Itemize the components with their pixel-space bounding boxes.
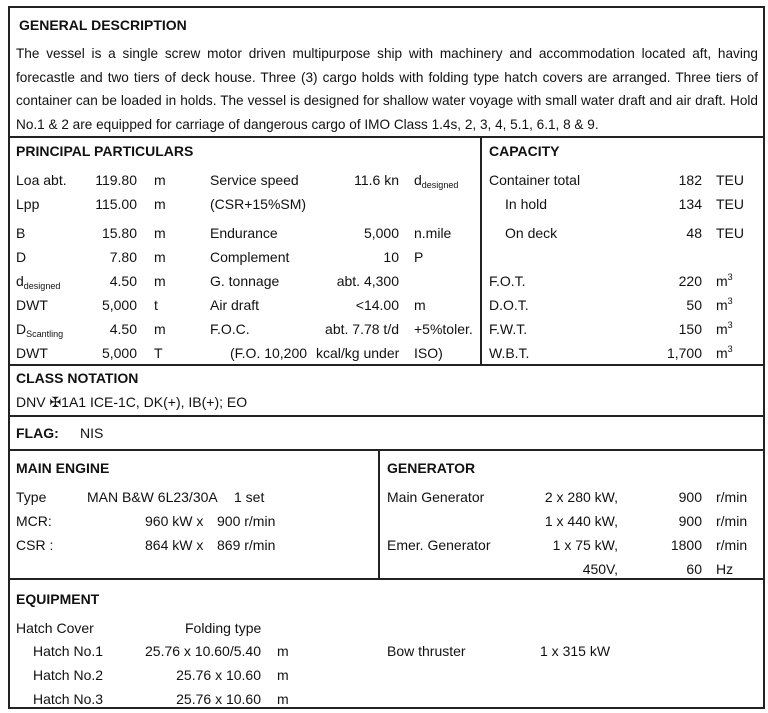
gen-main-b: 1 x 440 kW, bbox=[544, 513, 618, 529]
gt-label: G. tonnage bbox=[210, 273, 280, 289]
lpp-value: 115.00 bbox=[95, 196, 137, 212]
capacity-row-label: Container total bbox=[489, 172, 581, 188]
gen-main-a-rpm: 900 bbox=[678, 489, 702, 505]
b-label: B bbox=[16, 225, 26, 241]
dwt2-unit: T bbox=[154, 345, 163, 361]
gen-emer-label: Emer. Generator bbox=[387, 537, 491, 553]
gen-emer-unit: r/min bbox=[716, 537, 748, 553]
bow-thruster-label: Bow thruster bbox=[387, 643, 466, 659]
capacity-row-unit: $m^3$ bbox=[716, 296, 733, 313]
engine-type-label: Type bbox=[16, 489, 47, 505]
d-scantling-value: 4.50 bbox=[109, 321, 137, 337]
gen-main-a-unit: r/min bbox=[716, 489, 748, 505]
speed-d-designed: $d_{designed}$ bbox=[414, 172, 459, 190]
engine-type-value: MAN B&W 6L23/30A bbox=[87, 489, 218, 505]
engine-mcr-rpm: 900 r/min bbox=[217, 513, 276, 529]
d-scantling-unit: m bbox=[154, 321, 166, 337]
capacity-row-label: W.B.T. bbox=[489, 345, 530, 361]
d-designed-label: $d_{designed}$ bbox=[16, 273, 61, 291]
flag-title: FLAG: bbox=[16, 425, 59, 441]
loa-unit: m bbox=[154, 172, 166, 188]
gen-emer-rpm: 1800 bbox=[670, 537, 702, 553]
gen-hz-unit: Hz bbox=[716, 561, 734, 577]
d-designed-unit: m bbox=[154, 273, 166, 289]
engine-csr-kw: 864 kW x bbox=[145, 537, 204, 553]
b-value: 15.80 bbox=[101, 225, 137, 241]
foc-unit: +5%toler. bbox=[414, 321, 473, 337]
capacity-row-value: 150 bbox=[678, 321, 702, 337]
airdraft-label: Air draft bbox=[210, 297, 260, 313]
d-label: D bbox=[16, 249, 27, 265]
capacity-row-unit: $m^3$ bbox=[716, 344, 733, 361]
dwt-label: DWT bbox=[16, 297, 48, 313]
divider bbox=[480, 136, 482, 366]
principal-title: PRINCIPAL PARTICULARS bbox=[16, 143, 194, 159]
capacity-row-value: 134 bbox=[678, 196, 702, 212]
capacity-title: CAPACITY bbox=[489, 143, 560, 159]
dwt-unit: t bbox=[154, 297, 158, 313]
generator-title: GENERATOR bbox=[387, 460, 476, 476]
capacity-row-label: D.O.T. bbox=[489, 297, 529, 313]
d-scantling-label: $D_{Scantling}$ bbox=[16, 321, 64, 339]
fo-note-c: ISO) bbox=[414, 345, 443, 361]
speed-note: (CSR+15%SM) bbox=[210, 196, 307, 212]
divider bbox=[8, 578, 765, 580]
loa-label: Loa abt. bbox=[16, 172, 67, 188]
complement-unit: P bbox=[414, 249, 424, 265]
divider bbox=[8, 364, 765, 366]
engine-mcr-kw: 960 kW x bbox=[145, 513, 204, 529]
hatch-label: Hatch No.1 bbox=[33, 643, 104, 659]
capacity-row-label: On deck bbox=[505, 225, 558, 241]
gen-emer-value: 1 x 75 kW, bbox=[552, 537, 618, 553]
hatch-cover-label: Hatch Cover bbox=[16, 620, 94, 636]
capacity-row-unit: TEU bbox=[716, 196, 744, 212]
complement-value: 10 bbox=[383, 249, 399, 265]
endurance-label: Endurance bbox=[210, 225, 278, 241]
capacity-row-value: 1,700 bbox=[666, 345, 702, 361]
foc-label: F.O.C. bbox=[210, 321, 250, 337]
capacity-row-unit: $m^3$ bbox=[716, 320, 733, 337]
b-unit: m bbox=[154, 225, 166, 241]
flag-value: NIS bbox=[80, 425, 104, 441]
capacity-row-value: 182 bbox=[678, 172, 702, 188]
dwt-value: 5,000 bbox=[101, 297, 137, 313]
gen-main-b-rpm: 900 bbox=[678, 513, 702, 529]
general-title: GENERAL DESCRIPTION bbox=[19, 17, 187, 33]
dwt2-label: DWT bbox=[16, 345, 48, 361]
equipment-title: EQUIPMENT bbox=[16, 591, 100, 607]
capacity-row-value: 48 bbox=[686, 225, 702, 241]
gen-main-a: 2 x 280 kW, bbox=[544, 489, 618, 505]
fo-note-b: kcal/kg under bbox=[316, 345, 400, 361]
hatch-label: Hatch No.2 bbox=[33, 667, 104, 683]
capacity-row-unit: $m^3$ bbox=[716, 272, 733, 289]
gt-value: abt. 4,300 bbox=[336, 273, 399, 289]
engine-csr-rpm: 869 r/min bbox=[217, 537, 276, 553]
speed-value: 11.6 kn bbox=[354, 172, 399, 188]
bow-thruster-value: 1 x 315 kW bbox=[540, 643, 611, 659]
divider bbox=[8, 449, 765, 451]
speed-label: Service speed bbox=[210, 172, 299, 188]
hatch-unit: m bbox=[277, 643, 289, 659]
divider bbox=[378, 449, 380, 580]
foc-value: abt. 7.78 t/d bbox=[325, 321, 399, 337]
complement-label: Complement bbox=[210, 249, 290, 265]
capacity-row-label: In hold bbox=[505, 196, 548, 212]
engine-mcr-label: MCR: bbox=[16, 513, 52, 529]
engine-title: MAIN ENGINE bbox=[16, 460, 110, 476]
general-text: The vessel is a single screw motor driven multipurpose ship with machinery and accommodation located aft, having forecastle and two tiers of deck house. Three (3) cargo holds with folding type hatch covers are arranged. Three tiers of container can be loaded in holds. The vessel is designed for shallow water voyage with small water draft and air draft. Hold No.1 & 2 are equipped for carriage of dangerous cargo of IMO Class 1.4s, 2, 3, 4, 5.1, 6.1, 8 & 9. bbox=[16, 46, 758, 132]
hatch-size: 25.76 x 10.60 bbox=[176, 667, 261, 683]
engine-csr-label: CSR : bbox=[16, 537, 54, 553]
class-title: CLASS NOTATION bbox=[16, 370, 139, 386]
hatch-size: 25.76 x 10.60/5.40 bbox=[145, 643, 261, 659]
d-unit: m bbox=[154, 249, 166, 265]
capacity-row-label: F.O.T. bbox=[489, 273, 526, 289]
gen-hz: 60 bbox=[686, 561, 702, 577]
d-designed-value: 4.50 bbox=[109, 273, 137, 289]
endurance-unit: n.mile bbox=[414, 225, 452, 241]
engine-type-qty: 1 set bbox=[234, 489, 265, 505]
capacity-row-label: F.W.T. bbox=[489, 321, 528, 337]
capacity-row-value: 50 bbox=[686, 297, 702, 313]
hatch-cover-type: Folding type bbox=[185, 620, 262, 636]
gen-voltage: 450V, bbox=[582, 561, 618, 577]
capacity-row-unit: TEU bbox=[716, 172, 744, 188]
divider bbox=[8, 136, 765, 138]
capacity-row-value: 220 bbox=[678, 273, 702, 289]
gen-main-label: Main Generator bbox=[387, 489, 485, 505]
airdraft-unit: m bbox=[414, 297, 426, 313]
capacity-row-unit: TEU bbox=[716, 225, 744, 241]
hatch-unit: m bbox=[277, 667, 289, 683]
fo-note-a: (F.O. 10,200 bbox=[230, 345, 308, 361]
loa-value: 119.80 bbox=[95, 172, 137, 188]
d-value: 7.80 bbox=[109, 249, 137, 265]
hatch-label: Hatch No.3 bbox=[33, 691, 104, 707]
class-value: DNV ✠1A1 ICE-1C, DK(+), IB(+); EO bbox=[16, 394, 248, 410]
divider bbox=[8, 415, 765, 417]
endurance-value: 5,000 bbox=[363, 225, 399, 241]
lpp-label: Lpp bbox=[16, 196, 40, 212]
gen-main-b-unit: r/min bbox=[716, 513, 748, 529]
dwt2-value: 5,000 bbox=[101, 345, 137, 361]
airdraft-value: <14.00 bbox=[355, 297, 399, 313]
lpp-unit: m bbox=[154, 196, 166, 212]
hatch-unit: m bbox=[277, 691, 289, 707]
hatch-size: 25.76 x 10.60 bbox=[176, 691, 261, 707]
